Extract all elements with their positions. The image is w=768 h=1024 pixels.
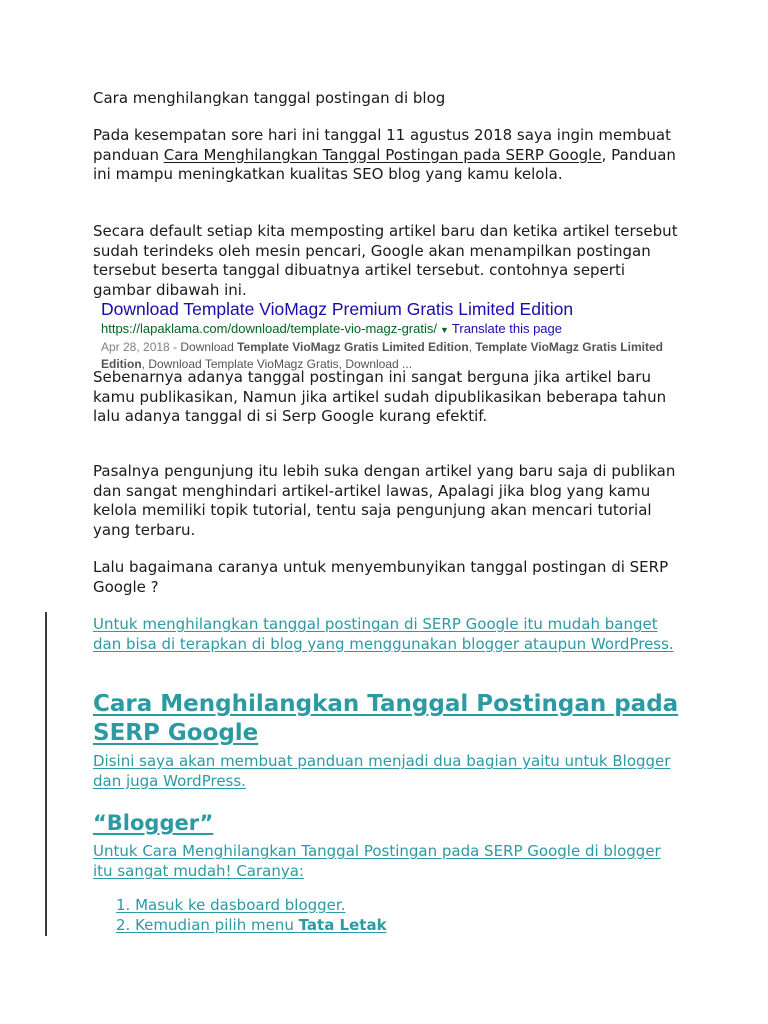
step-number: 1. [116, 896, 131, 914]
intro-paragraph [93, 126, 683, 185]
intro-text-after: , Panduan ini mampu meningkatkan kualitas SEO blog yang kamu kelola. [93, 145, 676, 183]
separator: - [169, 340, 181, 354]
serp-result-url-line [101, 320, 671, 339]
snippet-bold: Template VioMagz Gratis Limited Edition [237, 340, 469, 354]
translate-link[interactable]: Translate this page [451, 321, 562, 336]
snippet-text: , [468, 340, 476, 354]
steps-list [116, 896, 387, 935]
default-paragraph: Secara default setiap kita memposting artikel baru dan ketika artikel tersebut sudah terindeks oleh mesin pencari, Google akan menampilkan postingan tersebut beserta tanggal dibuatnya artikel tersebut. contohnya seperti gambar dibawah ini. [93, 222, 678, 299]
dropdown-arrow-icon[interactable]: ▼ [439, 325, 449, 335]
intro-link-paragraph[interactable]: Untuk menghilangkan tanggal postingan di SERP Google itu mudah banget dan bisa di terapkan di blog yang menggunakan blogger ataupun WordPress. [93, 615, 674, 653]
step-bold-text: Tata Letak [298, 915, 387, 934]
quote-bar [45, 612, 47, 936]
snippet-text: , Download Template VioMagz Gratis, Download ... [141, 357, 413, 371]
step-text: Kemudian pilih menu [135, 915, 299, 934]
step-item-2[interactable] [116, 916, 387, 936]
heading-main[interactable]: Cara Menghilangkan Tanggal Postingan pada SERP Google [93, 691, 679, 746]
intro-link[interactable]: Cara Menghilangkan Tanggal Postingan pada SERP Google [163, 145, 602, 164]
step-text: Masuk ke dasboard blogger. [135, 896, 346, 914]
step-number: 2. [116, 915, 131, 934]
heading-blogger[interactable]: “Blogger” [93, 811, 214, 835]
title-line: Cara menghilangkan tanggal postingan di blog [93, 89, 446, 107]
serp-result-url[interactable]: https://lapaklama.com/download/template-vio-magz-gratis/ [101, 321, 437, 336]
serp-example-image [101, 298, 671, 373]
sebenarnya-paragraph: Sebenarnya adanya tanggal postingan ini sangat berguna jika artikel baru kamu publikasikan, Namun jika artikel sudah dipublikasikan beberapa tahun lalu adanya tanggal di si Serp Google kurang efektif. [93, 368, 667, 425]
snippet-bold: Template VioMagz Gratis Limited Edition [101, 340, 663, 371]
blogger-paragraph[interactable]: Untuk Cara Menghilangkan Tanggal Postingan pada SERP Google di blogger itu sangat mudah! Caranya: [93, 842, 661, 880]
question-paragraph: Lalu bagaimana caranya untuk menyembunyikan tanggal postingan di SERP Google ? [93, 558, 669, 596]
pasalnya-paragraph: Pasalnya pengunjung itu lebih suka dengan artikel yang baru saja di publikan dan sangat menghindari artikel-artikel lawas, Apalagi jika blog yang kamu kelola memiliki topik tutorial, tentu saja pengunjung akan mencari tutorial yang terbaru. [93, 462, 676, 539]
intro-text-before: Pada kesempatan sore hari ini tanggal 11 agustus 2018 saya ingin membuat panduan [93, 126, 671, 164]
serp-result-date: Apr 28, 2018 [101, 340, 170, 354]
serp-result-title[interactable]: Download Template VioMagz Premium Gratis Limited Edition [101, 299, 574, 319]
snippet-text: Download [180, 340, 238, 354]
step-item-1[interactable] [116, 896, 387, 916]
disini-paragraph[interactable]: Disini saya akan membuat panduan menjadi dua bagian yaitu untuk Blogger dan juga WordPress. [93, 752, 671, 790]
